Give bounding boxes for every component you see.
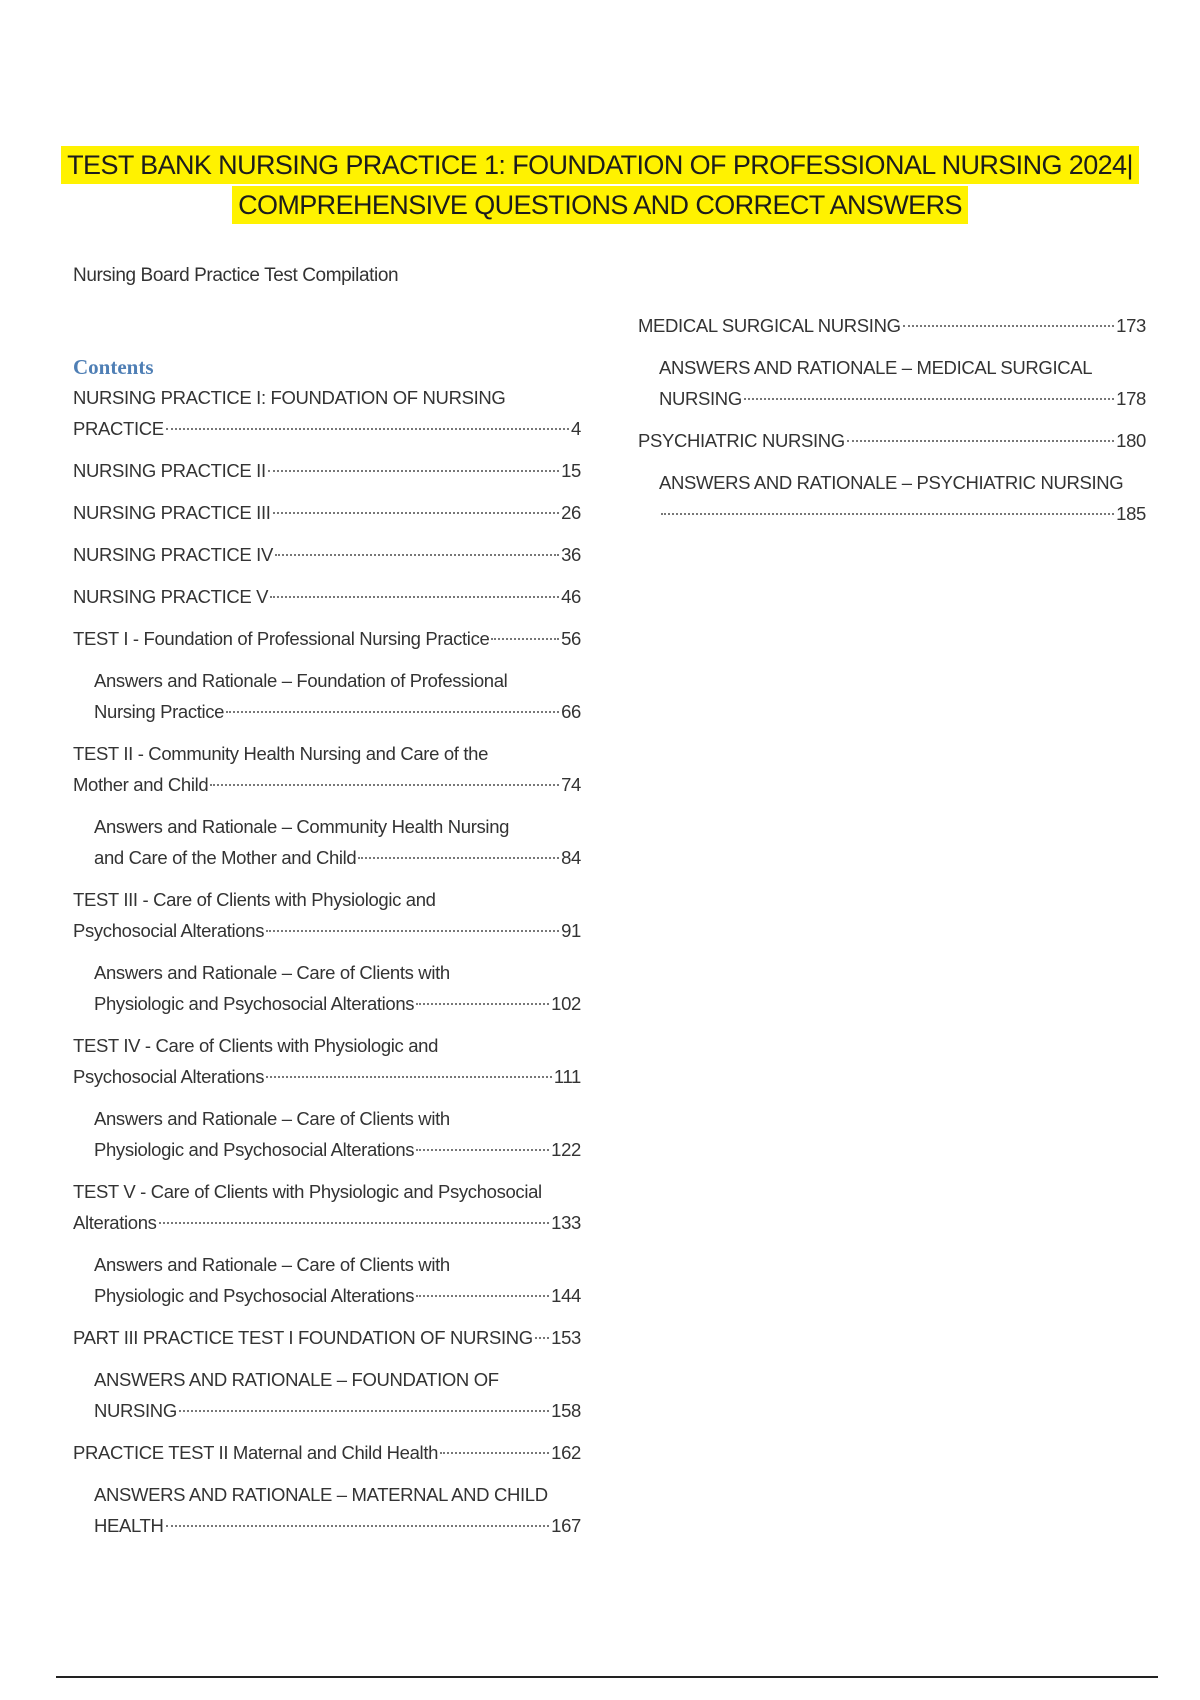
toc-entry-text: TEST I - Foundation of Professional Nursing Practice <box>73 628 490 649</box>
toc-entry-last-line <box>73 769 581 800</box>
dot-leader <box>491 638 559 640</box>
toc-entry-text: NURSING PRACTICE II <box>73 460 266 481</box>
toc-page-number: 144 <box>551 1285 581 1306</box>
toc-entry-last-line <box>73 1207 581 1238</box>
dot-leader <box>273 512 560 514</box>
dot-leader <box>275 554 559 556</box>
dot-leader <box>226 711 559 713</box>
toc-entry-text: Physiologic and Psychosocial Alterations <box>94 1285 415 1306</box>
toc-entry-text: ANSWERS AND RATIONALE – FOUNDATION OF <box>94 1369 499 1390</box>
toc-left-column <box>73 355 581 1552</box>
toc-entry-text: NURSING PRACTICE III <box>73 502 271 523</box>
toc-entry-text: TEST V - Care of Clients with Physiologic and Psychosocial <box>73 1181 542 1202</box>
toc-right-column <box>638 310 1146 540</box>
toc-page-number: 173 <box>1116 315 1146 336</box>
toc-list-left <box>73 382 581 1541</box>
dot-leader <box>270 596 559 598</box>
toc-entry-text: Answers and Rationale – Care of Clients with <box>94 1108 450 1129</box>
toc-entry[interactable] <box>73 539 581 570</box>
toc-page-number: 122 <box>551 1139 581 1160</box>
dot-leader <box>266 1076 552 1078</box>
toc-entry-text: Alterations <box>73 1212 157 1233</box>
toc-page-number: 178 <box>1116 388 1146 409</box>
toc-entry-last-line <box>73 413 581 444</box>
dot-leader <box>159 1222 550 1224</box>
toc-page-number: 102 <box>551 993 581 1014</box>
toc-entry-text: NURSING PRACTICE V <box>73 586 269 607</box>
toc-entry-text: NURSING PRACTICE I: FOUNDATION OF NURSING <box>73 387 506 408</box>
toc-page-number: 153 <box>551 1327 581 1348</box>
toc-entry-text: TEST III - Care of Clients with Physiologic and <box>73 889 436 910</box>
toc-entry-text: and Care of the Mother and Child <box>94 847 357 868</box>
toc-entry[interactable] <box>73 1030 581 1092</box>
title-highlight: TEST BANK NURSING PRACTICE 1: FOUNDATION OF PROFESSIONAL NURSING 2024| <box>61 146 1139 184</box>
toc-page-number: 158 <box>551 1400 581 1421</box>
toc-page-number: 46 <box>561 586 581 607</box>
toc-entry[interactable] <box>638 425 1146 456</box>
toc-entry[interactable] <box>73 623 581 654</box>
toc-entry[interactable] <box>94 665 581 727</box>
toc-entry[interactable] <box>73 1437 581 1468</box>
toc-entry-text: ANSWERS AND RATIONALE – MATERNAL AND CHILD <box>94 1484 548 1505</box>
toc-entry-text: Nursing Practice <box>94 701 225 722</box>
dot-leader <box>416 1003 549 1005</box>
toc-entry[interactable] <box>94 1249 581 1311</box>
dot-leader <box>358 857 559 859</box>
toc-page-number: 167 <box>551 1515 581 1536</box>
toc-page-number: 74 <box>561 774 581 795</box>
toc-page-number: 56 <box>561 628 581 649</box>
dot-leader <box>416 1149 549 1151</box>
toc-entry-text: NURSING PRACTICE IV <box>73 544 273 565</box>
toc-entry-text: PSYCHIATRIC NURSING <box>638 430 845 451</box>
toc-entry-text: Answers and Rationale – Foundation of Professional <box>94 670 508 691</box>
toc-entry-last-line <box>659 383 1146 414</box>
toc-page-number: 111 <box>553 1066 581 1087</box>
toc-entry-last-line <box>94 988 581 1019</box>
footer-rule <box>56 1676 1158 1678</box>
toc-entry[interactable] <box>73 455 581 486</box>
dot-leader <box>416 1295 549 1297</box>
toc-entry-last-line <box>73 497 581 528</box>
toc-entry-text: Answers and Rationale – Care of Clients with <box>94 1254 450 1275</box>
toc-page-number: 84 <box>561 847 581 868</box>
toc-entry-text: TEST II - Community Health Nursing and Care of the <box>73 743 489 764</box>
toc-entry[interactable] <box>73 1176 581 1238</box>
toc-entry[interactable] <box>638 310 1146 341</box>
toc-entry-text: Physiologic and Psychosocial Alterations <box>94 993 415 1014</box>
toc-entry[interactable] <box>659 352 1146 414</box>
toc-entry-last-line <box>638 310 1146 341</box>
document-title-line-2 <box>0 190 1200 221</box>
toc-entry[interactable] <box>73 1322 581 1353</box>
toc-entry-last-line <box>73 1437 581 1468</box>
toc-entry-text: PRACTICE TEST II Maternal and Child Health <box>73 1442 439 1463</box>
toc-entry[interactable] <box>73 581 581 612</box>
dot-leader <box>903 325 1115 327</box>
toc-entry[interactable] <box>94 1103 581 1165</box>
toc-entry-text: Answers and Rationale – Care of Clients with <box>94 962 450 983</box>
toc-entry-last-line <box>638 425 1146 456</box>
toc-entry[interactable] <box>94 1364 581 1426</box>
toc-entry-last-line <box>73 455 581 486</box>
dot-leader <box>744 398 1114 400</box>
toc-entry-last-line <box>94 696 581 727</box>
toc-entry[interactable] <box>94 811 581 873</box>
toc-page-number: 162 <box>551 1442 581 1463</box>
toc-entry-last-line <box>94 1510 581 1541</box>
toc-entry-text: NURSING <box>94 1400 177 1421</box>
toc-entry[interactable] <box>73 884 581 946</box>
toc-entry-text: ANSWERS AND RATIONALE – MEDICAL SURGICAL <box>659 357 1093 378</box>
toc-entry-text: PRACTICE <box>73 418 164 439</box>
toc-entry-last-line <box>73 539 581 570</box>
contents-heading: Contents <box>73 355 154 379</box>
dot-leader <box>268 470 559 472</box>
toc-page-number: 180 <box>1116 430 1146 451</box>
toc-page-number: 133 <box>551 1212 581 1233</box>
toc-entry-last-line <box>94 1134 581 1165</box>
toc-entry-last-line <box>73 1061 581 1092</box>
toc-page-number: 66 <box>561 701 581 722</box>
toc-entry-last-line <box>73 915 581 946</box>
toc-entry-text: ANSWERS AND RATIONALE – PSYCHIATRIC NURSING <box>659 472 1124 493</box>
toc-entry-text: TEST IV - Care of Clients with Physiologic and <box>73 1035 439 1056</box>
subtitle: Nursing Board Practice Test Compilation <box>73 265 399 286</box>
dot-leader <box>661 513 1114 515</box>
toc-page-number: 36 <box>561 544 581 565</box>
toc-page-number: 26 <box>561 502 581 523</box>
toc-entry-text: PART III PRACTICE TEST I FOUNDATION OF NURSING <box>73 1327 533 1348</box>
document-title-line-1 <box>0 150 1200 181</box>
toc-entry[interactable] <box>94 1479 581 1541</box>
toc-entry[interactable] <box>659 467 1146 529</box>
toc-entry-text: Physiologic and Psychosocial Alterations <box>94 1139 415 1160</box>
dot-leader <box>166 428 569 430</box>
toc-entry-last-line <box>94 842 581 873</box>
toc-entry[interactable] <box>73 382 581 444</box>
dot-leader <box>179 1410 549 1412</box>
toc-entry[interactable] <box>73 738 581 800</box>
toc-entry-last-line <box>73 581 581 612</box>
toc-page-number: 91 <box>561 920 581 941</box>
dot-leader <box>847 440 1114 442</box>
toc-entry-text: Answers and Rationale – Community Health Nursing <box>94 816 510 837</box>
toc-entry-text: NURSING <box>659 388 742 409</box>
dot-leader <box>266 930 559 932</box>
toc-entry-last-line <box>73 1322 581 1353</box>
toc-entry-text: Psychosocial Alterations <box>73 1066 265 1087</box>
dot-leader <box>535 1337 549 1339</box>
toc-page-number: 185 <box>1116 503 1146 524</box>
toc-entry-last-line <box>94 1280 581 1311</box>
dot-leader <box>440 1452 549 1454</box>
toc-entry-text: MEDICAL SURGICAL NURSING <box>638 315 901 336</box>
dot-leader <box>210 784 559 786</box>
toc-list-right <box>638 310 1146 529</box>
toc-entry-text: HEALTH <box>94 1515 164 1536</box>
toc-page-number: 4 <box>571 418 581 439</box>
toc-entry[interactable] <box>73 497 581 528</box>
toc-entry-text: Mother and Child <box>73 774 209 795</box>
toc-entry-last-line <box>73 623 581 654</box>
toc-entry-text: Psychosocial Alterations <box>73 920 265 941</box>
toc-entry-last-line <box>94 1395 581 1426</box>
toc-page-number: 15 <box>561 460 581 481</box>
dot-leader <box>166 1525 550 1527</box>
toc-entry[interactable] <box>94 957 581 1019</box>
toc-entry-last-line <box>659 498 1146 529</box>
title-highlight: COMPREHENSIVE QUESTIONS AND CORRECT ANSWERS <box>232 186 968 224</box>
